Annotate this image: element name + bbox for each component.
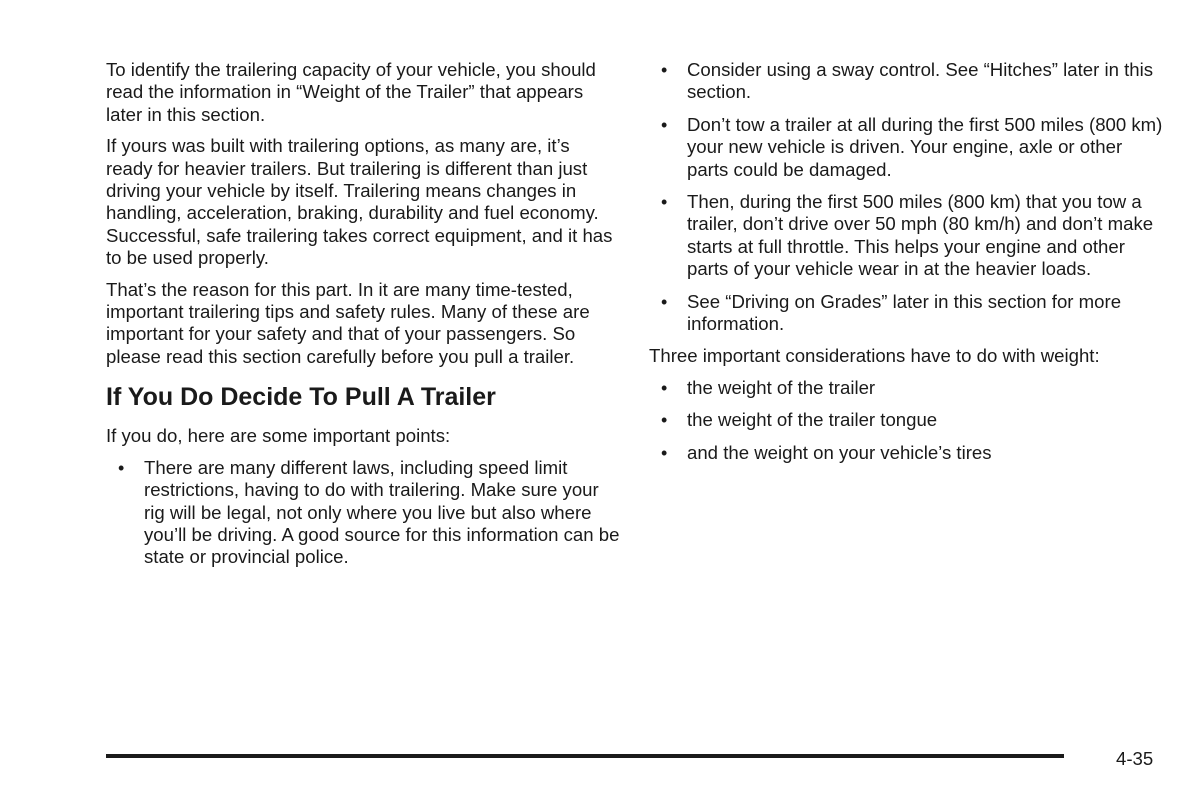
paragraph-reason: That’s the reason for this part. In it are many time-tested, important trailering tips and safety rules. Many of these are important for your safety and that of your passengers. So please read this section carefully before you pull a trailer. xyxy=(106,278,590,367)
intro-text: If you do, here are some important points: xyxy=(106,425,451,447)
page-number: 4-35 xyxy=(1116,748,1154,769)
list-item xyxy=(649,442,1164,464)
list-item xyxy=(106,457,621,569)
list-item xyxy=(649,409,1164,431)
list-item-text: Don’t tow a trailer at all during the first 500 miles (800 km) your new vehicle is driven. Your engine, axle or other parts could be damaged. xyxy=(687,113,1163,180)
list-item-text: See “Driving on Grades” later in this section for more information. xyxy=(687,290,1122,335)
bullet-icon: • xyxy=(661,60,668,80)
list-item-text: Consider using a sway control. See “Hitches” later in this section. xyxy=(687,59,1154,103)
paragraph-trailering-capacity: To identify the trailering capacity of your vehicle, you should read the information in “Weight of the Trailer” that appears later in this section. xyxy=(106,59,596,125)
list-item xyxy=(649,377,1164,399)
list-item-text: and the weight on your vehicle’s tires xyxy=(687,441,992,463)
weight-intro-text: Three important considerations have to do with weight: xyxy=(649,345,1100,367)
list-item xyxy=(649,291,1164,336)
list-item-text: the weight of the trailer tongue xyxy=(687,409,938,431)
bullet-list-left xyxy=(106,457,621,569)
bullet-icon: • xyxy=(661,410,668,431)
bullet-icon: • xyxy=(661,192,668,213)
left-column xyxy=(106,59,621,579)
bullet-icon: • xyxy=(661,377,668,398)
paragraph-trailering-options: If yours was built with trailering options, as many are, it’s ready for heavier trailers. But trailering is different than just driving your vehicle by itself. Trailering means changes in handling, acceleration, braking, durability and fuel economy. Successful, safe trailering takes correct equipment, and it has to be used properly. xyxy=(106,135,613,269)
bullet-icon: • xyxy=(661,291,668,312)
right-column xyxy=(649,59,1164,474)
weight-bullet-list xyxy=(649,377,1164,464)
bullet-icon: • xyxy=(661,442,668,463)
list-item xyxy=(649,114,1164,181)
list-item-text: There are many different laws, including speed limit restrictions, having to do with trailering. Make sure your rig will be legal, not only where you live but also where you’ll be driving. A good source for this information can be state or provincial police. xyxy=(144,456,620,568)
section-heading: If You Do Decide To Pull A Trailer xyxy=(106,383,496,412)
list-item-text: Then, during the first 500 miles (800 km) that you tow a trailer, don’t drive over 50 mph (80 km/h) and don’t make starts at full throttle. This helps your engine and other parts of your vehicle wear in at the heavier loads. xyxy=(687,191,1154,280)
list-item xyxy=(649,191,1164,281)
bullet-icon: • xyxy=(118,457,125,478)
footer-rule xyxy=(106,754,1064,758)
bullet-list-right xyxy=(649,59,1164,335)
list-item xyxy=(649,59,1164,104)
bullet-icon: • xyxy=(661,114,668,135)
list-item-text: the weight of the trailer xyxy=(687,376,876,398)
